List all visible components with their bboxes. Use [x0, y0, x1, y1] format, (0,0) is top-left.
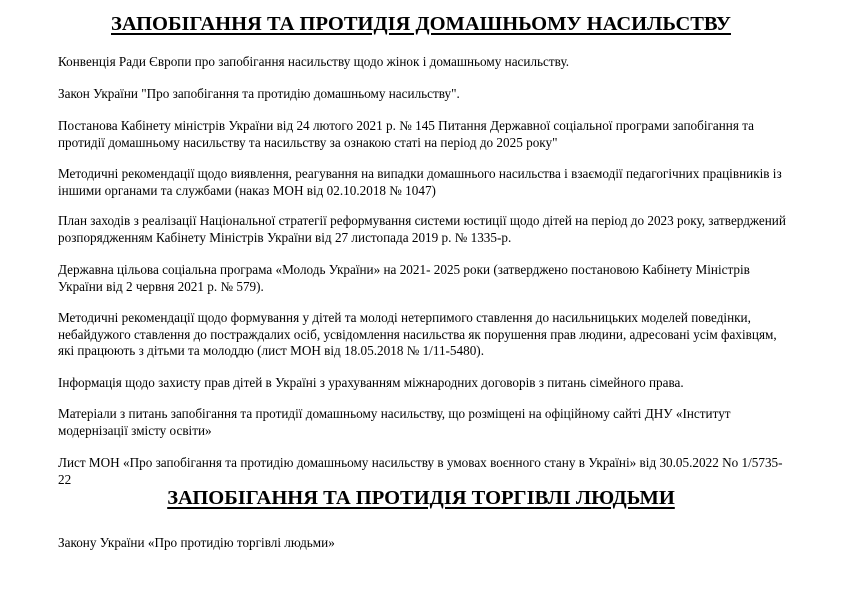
doc-item-methodical-recommendations-5480: Методичні рекомендації щодо формування у дітей та молоді нетерпимого ставлення до насильницьких моделей поведінки, небайдужого ставлення до постраждалих осіб, усвідомлення насильства як порушення прав людини, адресовані усім фахівцям, які працюють з дітьми та молоддю (лист МОН від 18.05.2018 № 1/11-5480). — [58, 310, 777, 358]
doc-item-youth-program: Державна цільова соціальна програма «Молодь України» на 2021- 2025 роки (затверджено постановою Кабінету Міністрів України від 2 червня 2021 р. № 579). — [58, 262, 750, 294]
section-heading-human-trafficking: ЗАПОБІГАННЯ ТА ПРОТИДІЯ ТОРГІВЛІ ЛЮДЬМИ — [167, 487, 675, 509]
doc-item-law-human-trafficking: Закону України «Про протидію торгівлі людьми» — [58, 535, 335, 550]
doc-item-law-domestic-violence: Закон України "Про запобігання та протидію домашньому насильству". — [58, 86, 460, 101]
doc-item-council-of-europe-convention: Конвенція Ради Європи про запобігання насильству щодо жінок і домашньому насильству. — [58, 54, 570, 69]
doc-item-methodical-recommendations-1047: Методичні рекомендації щодо виявлення, реагування на випадки домашнього насильства і взаємодії педагогічних працівників із іншими органами та службами (наказ МОН від 02.10.2018 № 1047) — [58, 166, 782, 198]
doc-item-mon-letter-martial-law: Лист МОН «Про запобігання та протидію домашньому насильству в умовах воєнного стану в Україні» від 30.05.2022 No 1/5735-22 — [58, 455, 783, 487]
doc-item-child-rights-info: Інформація щодо захисту прав дітей в Україні з урахуванням міжнародних договорів з питань сімейного права. — [58, 375, 684, 390]
doc-item-justice-reform-plan: План заходів з реалізації Національної стратегії реформування системи юстиції щодо дітей на період до 2023 року, затверджений розпорядженням Кабінету Міністрів України від 27 листопада 2019 р. № 1335-р. — [58, 213, 786, 245]
section-heading-domestic-violence: ЗАПОБІГАННЯ ТА ПРОТИДІЯ ДОМАШНЬОМУ НАСИЛЬСТВУ — [111, 13, 731, 35]
doc-item-imzo-materials: Матеріали з питань запобігання та протидії домашньому насильству, що розміщені на офіційному сайті ДНУ «Інститут модернізації змісту освіти» — [58, 406, 731, 438]
doc-item-cabinet-resolution-145: Постанова Кабінету міністрів України від 24 лютого 2021 р. № 145 Питання Державної соціальної програми запобігання та протидії домашньому насильству та насильству за ознакою статі на період до 2025 року" — [58, 118, 754, 150]
